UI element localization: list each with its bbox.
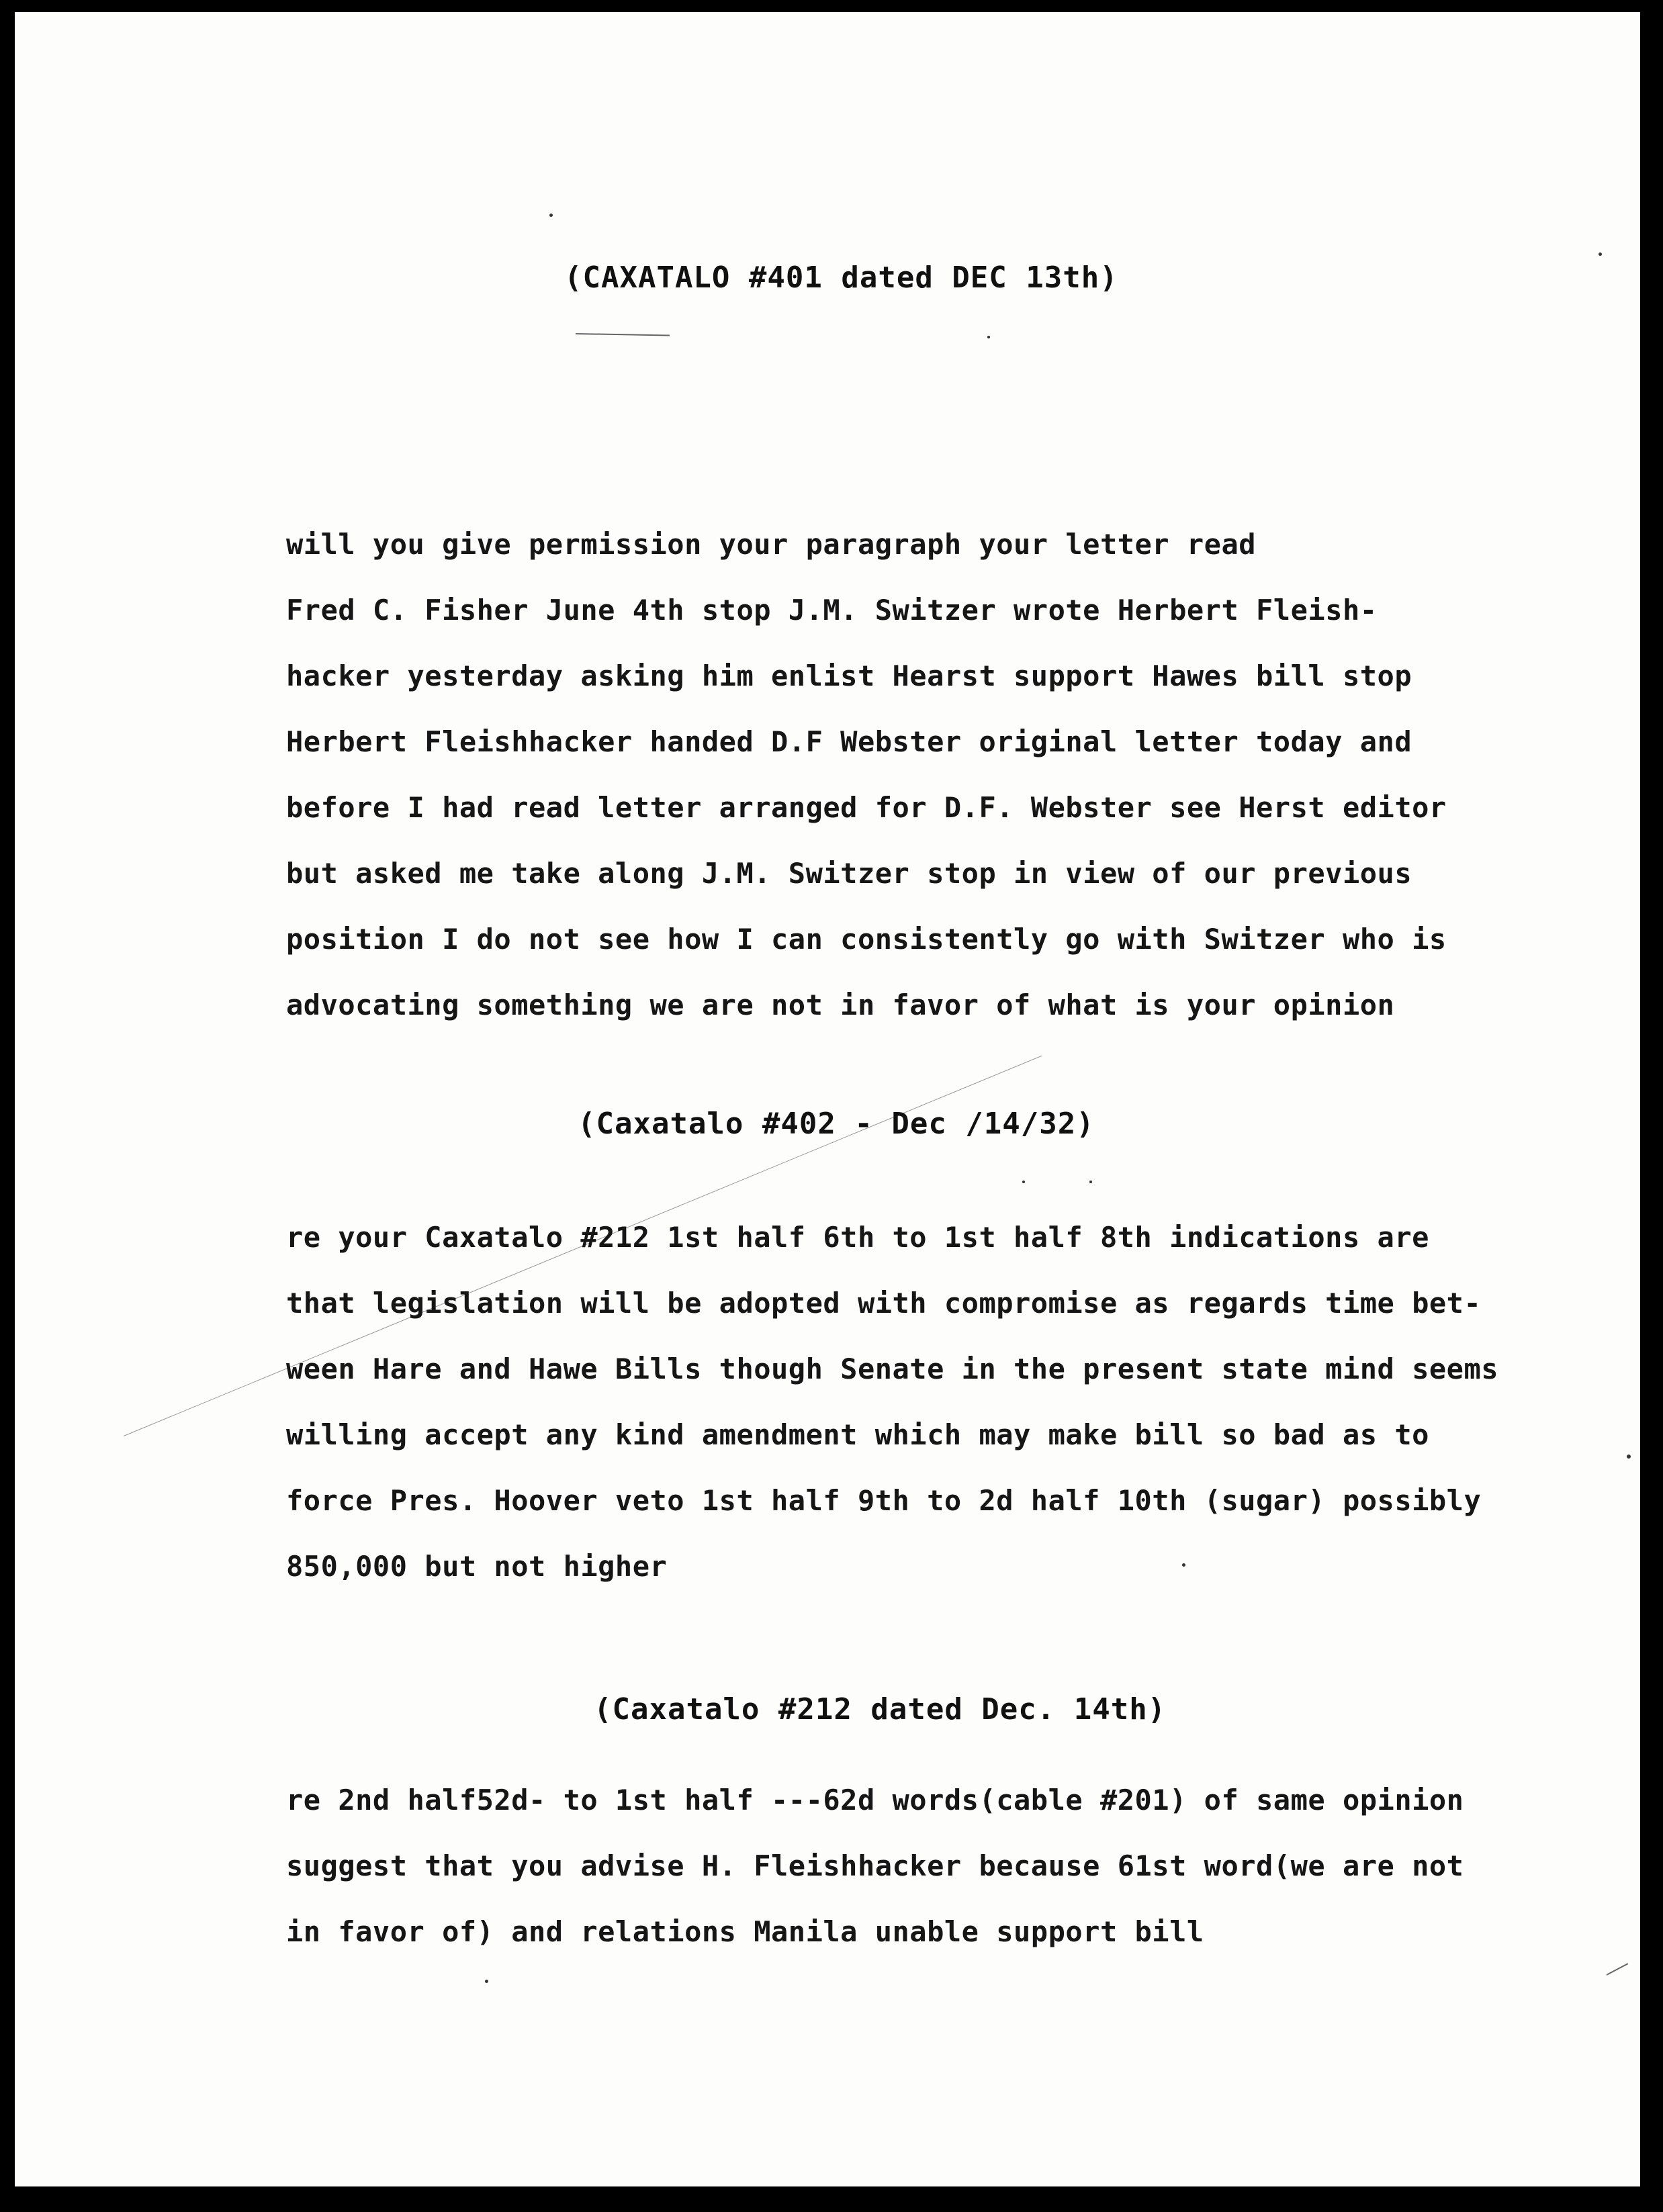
text-line: suggest that you advise H. Fleishhacker because 61st word(we are not bbox=[286, 1849, 1464, 1882]
text-line: Fred C. Fisher June 4th stop J.M. Switzer wrote Herbert Fleish- bbox=[286, 594, 1378, 627]
text-line: that legislation will be adopted with compromise as regards time bet- bbox=[286, 1287, 1482, 1320]
text-line: hacker yesterday asking him enlist Hearst support Hawes bill stop bbox=[286, 659, 1412, 692]
scan-speck bbox=[1089, 1181, 1092, 1183]
scan-dash-mark bbox=[576, 333, 670, 336]
text-line: force Pres. Hoover veto 1st half 9th to 2d half 10th (sugar) possibly bbox=[286, 1484, 1482, 1517]
section-heading: (Caxatalo #402 - Dec /14/32) bbox=[578, 1107, 1095, 1141]
text-line: before I had read letter arranged for D.F. Webster see Herst editor bbox=[286, 791, 1447, 824]
text-line: re 2nd half52d- to 1st half ---62d words(cable #201) of same opinion bbox=[286, 1784, 1464, 1816]
text-line: will you give permission your paragraph your letter read bbox=[286, 528, 1257, 561]
scan-speck bbox=[1627, 1455, 1631, 1459]
text-line: ween Hare and Hawe Bills though Senate in the present state mind seems bbox=[286, 1352, 1499, 1385]
section-heading: (Caxatalo #212 dated Dec. 14th) bbox=[594, 1692, 1167, 1726]
text-line: but asked me take along J.M. Switzer stop in view of our previous bbox=[286, 857, 1412, 890]
scan-speck bbox=[1182, 1563, 1185, 1567]
text-line: in favor of) and relations Manila unable support bill bbox=[286, 1915, 1204, 1948]
scan-speck bbox=[485, 1980, 488, 1983]
text-line: advocating something we are not in favor of what is your opinion bbox=[286, 988, 1395, 1021]
text-line: position I do not see how I can consistently go with Switzer who is bbox=[286, 923, 1447, 956]
text-line: willing accept any kind amendment which may make bill so bad as to bbox=[286, 1418, 1429, 1451]
scan-dash-mark bbox=[1607, 1963, 1629, 1976]
document-page bbox=[15, 12, 1640, 2186]
scan-speck bbox=[549, 214, 553, 217]
text-line: re your Caxatalo #212 1st half 6th to 1st half 8th indications are bbox=[286, 1221, 1429, 1254]
scan-speck bbox=[987, 336, 990, 338]
section-heading: (CAXATALO #401 dated DEC 13th) bbox=[564, 261, 1118, 295]
text-line: Herbert Fleishhacker handed D.F Webster original letter today and bbox=[286, 725, 1412, 758]
scan-speck bbox=[1022, 1181, 1025, 1183]
text-line: 850,000 but not higher bbox=[286, 1550, 668, 1583]
scan-speck bbox=[1599, 252, 1602, 256]
